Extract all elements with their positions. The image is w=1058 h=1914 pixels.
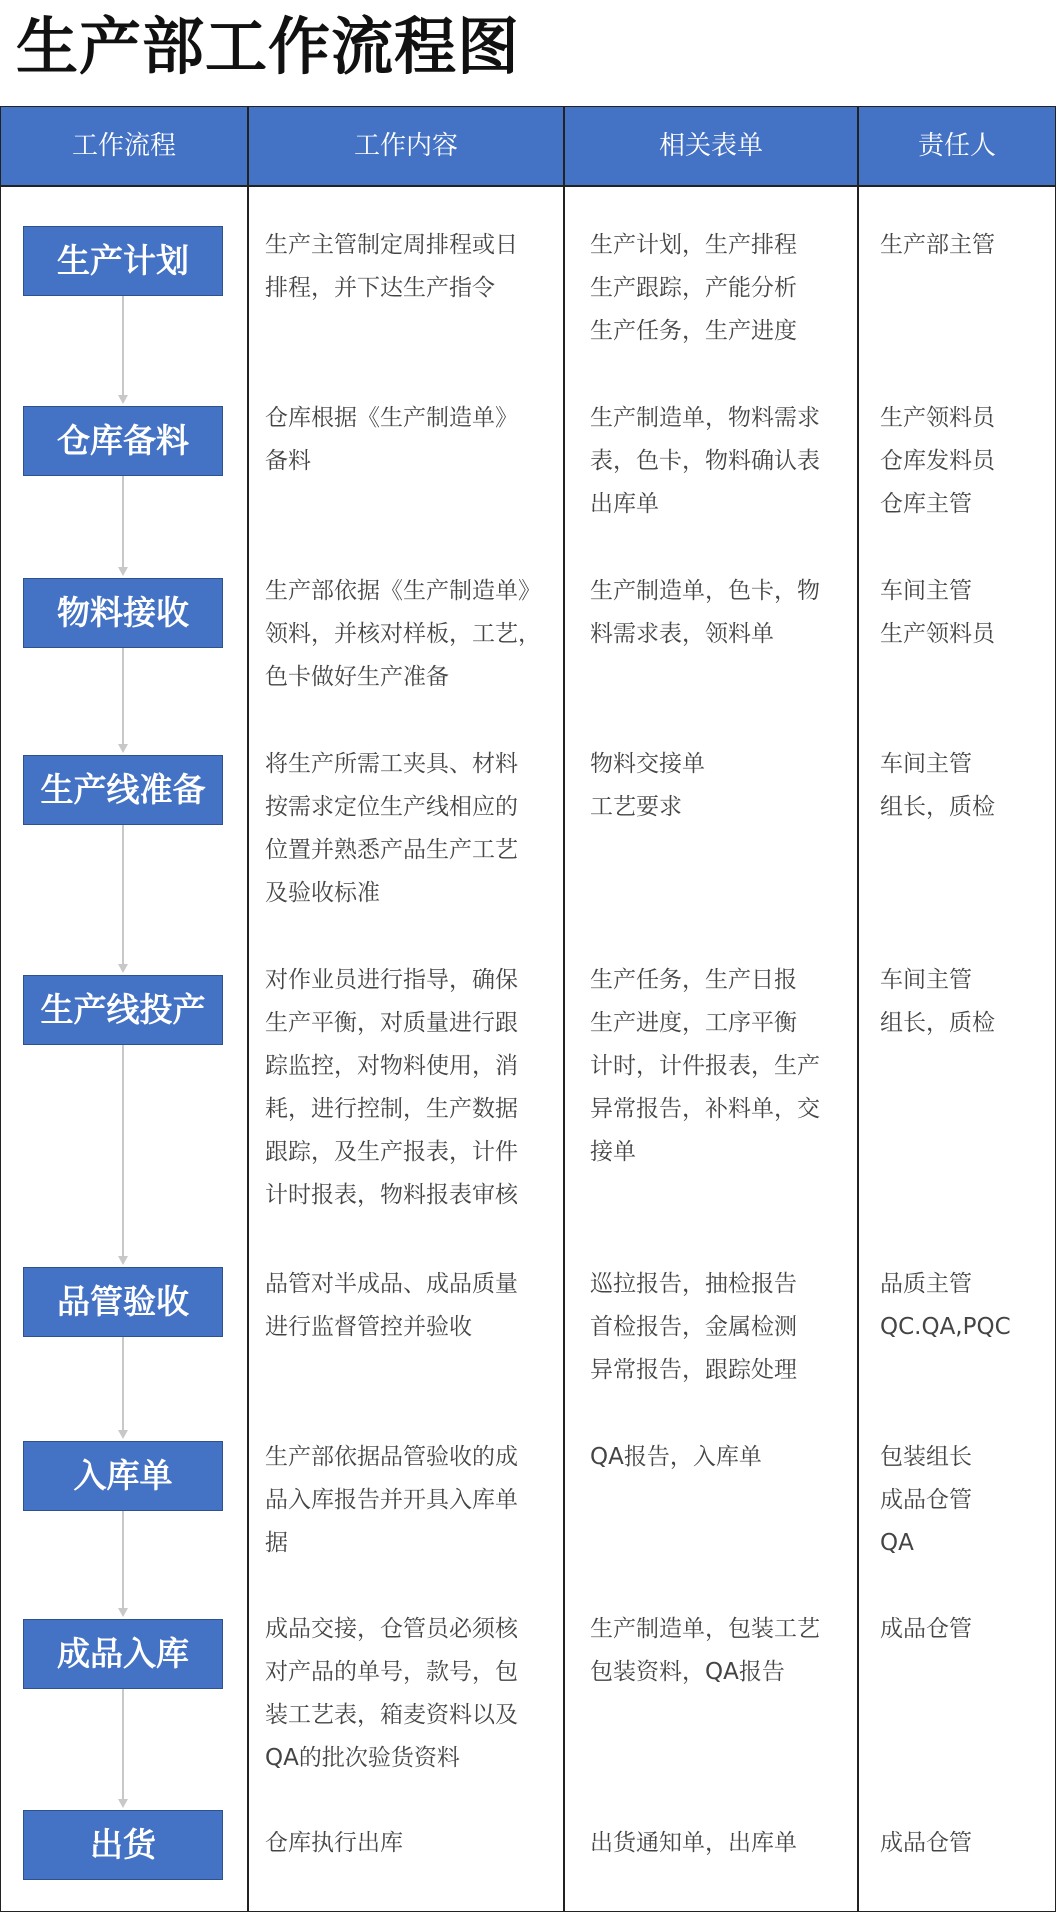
cell-line: 车间主管 [880, 751, 972, 777]
cell-line: 出货通知单，出库单 [590, 1830, 797, 1856]
responsible-person-cell [880, 743, 1050, 829]
flow-step-box: 仓库备料 [23, 406, 223, 476]
cell-line: 对作业员进行指导，确保 [265, 967, 518, 993]
arrow-down-icon [118, 395, 128, 404]
cell-line: 位置并熟悉产品生产工艺 [265, 837, 518, 863]
responsible-person-cell [880, 1263, 1050, 1349]
cell-line: 成品仓管 [880, 1616, 972, 1642]
cell-line: 车间主管 [880, 578, 972, 604]
cell-line: 色卡做好生产准备 [265, 664, 449, 690]
cell-line: 成品仓管 [880, 1830, 972, 1856]
cell-line: 成品仓管 [880, 1487, 972, 1513]
responsible-person-cell [880, 1608, 1050, 1651]
column-divider [563, 106, 565, 1912]
cell-line: 计时报表，物料报表审核 [265, 1182, 518, 1208]
arrow-down-icon [118, 744, 128, 753]
cell-line: 异常报告，补料单，交 [590, 1096, 820, 1122]
cell-line: 耗，进行控制，生产数据 [265, 1096, 518, 1122]
flow-step-box: 物料接收 [23, 578, 223, 648]
work-content-cell [265, 224, 555, 310]
flow-connector [122, 1337, 124, 1431]
cell-line: 接单 [590, 1139, 636, 1165]
cell-line: QA报告，入库单 [590, 1444, 762, 1470]
arrow-down-icon [118, 964, 128, 973]
header-forms: 相关表单 [658, 131, 763, 161]
flow-connector [122, 1511, 124, 1609]
cell-line: QA的批次验货资料 [265, 1745, 460, 1771]
header-content: 工作内容 [353, 131, 458, 161]
cell-line: 成品交接，仓管员必须核 [265, 1616, 518, 1642]
work-content-cell [265, 1263, 555, 1349]
cell-line: 生产跟踪，产能分析 [590, 275, 797, 301]
cell-line: 异常报告，跟踪处理 [590, 1357, 797, 1383]
work-content-cell [265, 397, 555, 483]
flow-connector [122, 1689, 124, 1800]
related-forms-cell [590, 1822, 860, 1865]
header-owner: 责任人 [917, 131, 996, 161]
cell-line: 巡拉报告，抽检报告 [590, 1271, 797, 1297]
cell-line: 生产任务，生产日报 [590, 967, 797, 993]
cell-line: 生产部主管 [880, 232, 995, 258]
arrow-down-icon [118, 1256, 128, 1265]
cell-line: 备料 [265, 448, 311, 474]
responsible-person-cell [880, 224, 1050, 267]
flow-step-box: 生产线投产 [23, 975, 223, 1045]
cell-line: 品入库报告并开具入库单 [265, 1487, 518, 1513]
work-content-cell [265, 1608, 555, 1780]
cell-line: 生产制造单，物料需求 [590, 405, 820, 431]
cell-line: 仓库发料员 [880, 448, 995, 474]
page-title: 生产部工作流程图 [16, 10, 521, 83]
work-content-cell [265, 743, 555, 915]
cell-line: 生产计划，生产排程 [590, 232, 797, 258]
cell-line: 品质主管 [880, 1271, 972, 1297]
cell-line: 跟踪，及生产报表，计件 [265, 1139, 518, 1165]
responsible-person-cell [880, 1436, 1050, 1565]
arrow-down-icon [118, 1430, 128, 1439]
cell-line: 生产部依据《生产制造单》 [265, 578, 541, 604]
responsible-person-cell [880, 570, 1050, 656]
related-forms-cell [590, 224, 860, 353]
flow-step-box: 出货 [23, 1810, 223, 1880]
cell-line: QA [880, 1530, 914, 1556]
cell-line: 按需求定位生产线相应的 [265, 794, 518, 820]
cell-line: 出库单 [590, 491, 659, 517]
arrow-down-icon [118, 1608, 128, 1617]
flow-step-box: 入库单 [23, 1441, 223, 1511]
cell-line: 生产主管制定周排程或日 [265, 232, 518, 258]
responsible-person-cell [880, 1822, 1050, 1865]
cell-line: 包装组长 [880, 1444, 972, 1470]
cell-line: 生产进度，工序平衡 [590, 1010, 797, 1036]
header-workflow: 工作流程 [71, 131, 176, 161]
work-content-cell [265, 959, 555, 1217]
cell-line: 生产领料员 [880, 621, 995, 647]
cell-line: 计时，计件报表，生产 [590, 1053, 820, 1079]
cell-line: 将生产所需工夹具、材料 [265, 751, 518, 777]
cell-line: 排程，并下达生产指令 [265, 275, 495, 301]
responsible-person-cell [880, 397, 1050, 526]
cell-line: 组长，质检 [880, 794, 995, 820]
related-forms-cell [590, 1608, 860, 1694]
flow-connector [122, 476, 124, 568]
flow-step-box: 生产线准备 [23, 755, 223, 825]
cell-line: 品管对半成品、成品质量 [265, 1271, 518, 1297]
cell-line: 仓库执行出库 [265, 1830, 403, 1856]
related-forms-cell [590, 570, 860, 656]
arrow-down-icon [118, 567, 128, 576]
cell-line: 据 [265, 1530, 288, 1556]
cell-line: 生产制造单，色卡，物 [590, 578, 820, 604]
cell-line: 料需求表，领料单 [590, 621, 774, 647]
header-divider [0, 185, 1056, 187]
cell-line: 生产平衡，对质量进行跟 [265, 1010, 518, 1036]
work-content-cell [265, 570, 555, 699]
flow-step-box: 成品入库 [23, 1619, 223, 1689]
cell-line: 生产制造单，包装工艺 [590, 1616, 820, 1642]
cell-line: 首检报告，金属检测 [590, 1314, 797, 1340]
cell-line: 及验收标准 [265, 880, 380, 906]
cell-line: 生产领料员 [880, 405, 995, 431]
cell-line: 生产任务，生产进度 [590, 318, 797, 344]
cell-line: 包装资料，QA报告 [590, 1659, 785, 1685]
cell-line: 踪监控，对物料使用，消 [265, 1053, 518, 1079]
cell-line: 仓库主管 [880, 491, 972, 517]
arrow-down-icon [118, 1799, 128, 1808]
work-content-cell [265, 1436, 555, 1565]
cell-line: 表，色卡，物料确认表 [590, 448, 820, 474]
flow-connector [122, 296, 124, 396]
cell-line: 物料交接单 [590, 751, 705, 777]
work-content-cell [265, 1822, 555, 1865]
cell-line: 生产部依据品管验收的成 [265, 1444, 518, 1470]
cell-line: 进行监督管控并验收 [265, 1314, 472, 1340]
cell-line: 对产品的单号，款号，包 [265, 1659, 518, 1685]
cell-line: 仓库根据《生产制造单》 [265, 405, 518, 431]
cell-line: 领料，并核对样板，工艺， [265, 621, 541, 647]
related-forms-cell [590, 959, 860, 1174]
column-divider [247, 106, 249, 1912]
flow-step-box: 生产计划 [23, 226, 223, 296]
flow-connector [122, 1045, 124, 1257]
cell-line: 组长，质检 [880, 1010, 995, 1036]
flow-connector [122, 825, 124, 965]
cell-line: 工艺要求 [590, 794, 682, 820]
cell-line: 装工艺表，箱麦资料以及 [265, 1702, 518, 1728]
flow-step-box: 品管验收 [23, 1267, 223, 1337]
related-forms-cell [590, 1263, 860, 1392]
cell-line: 车间主管 [880, 967, 972, 993]
related-forms-cell [590, 397, 860, 526]
responsible-person-cell [880, 959, 1050, 1045]
related-forms-cell [590, 743, 860, 829]
flow-connector [122, 648, 124, 745]
related-forms-cell [590, 1436, 860, 1479]
cell-line: QC.QA,PQC [880, 1314, 1011, 1340]
